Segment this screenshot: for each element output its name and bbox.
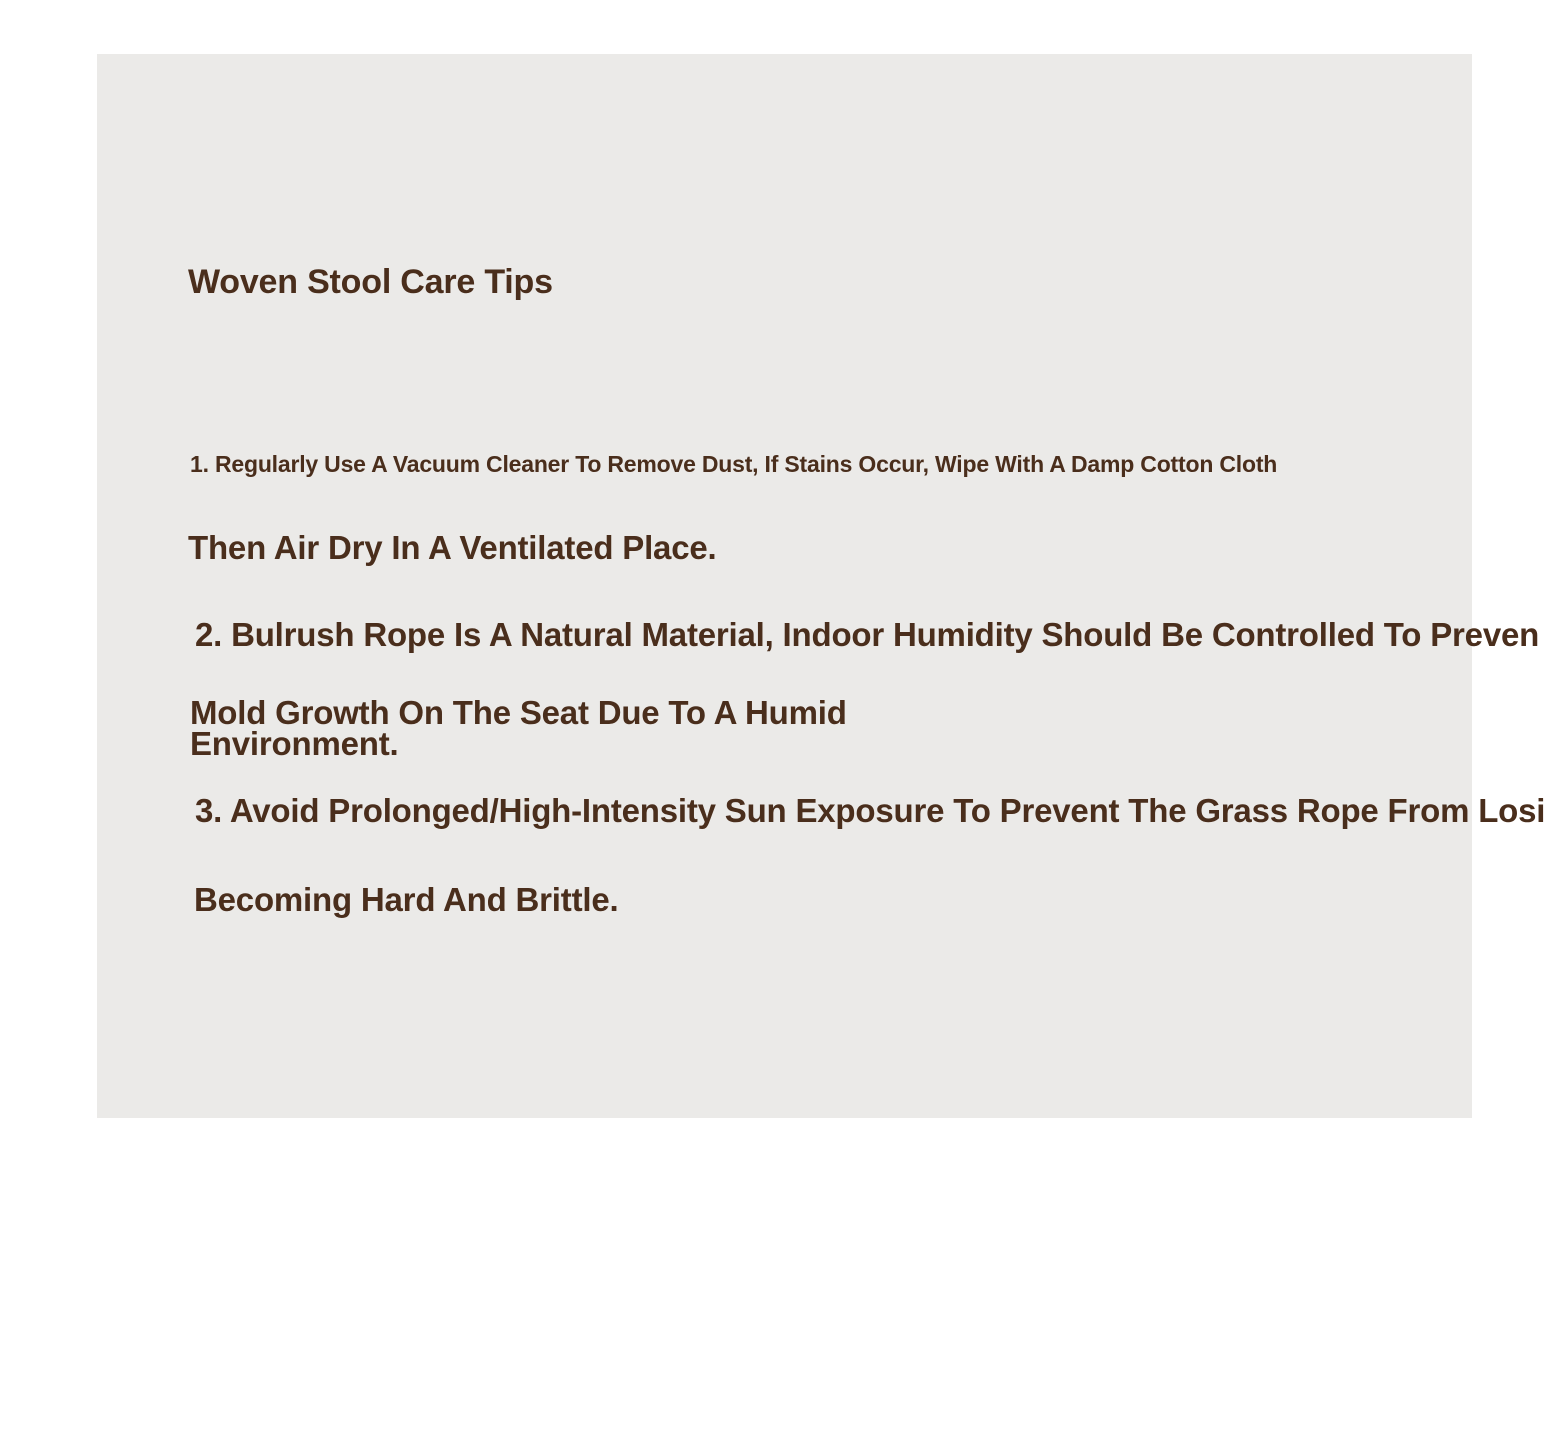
tip-3-line-2: Becoming Hard And Brittle.	[194, 881, 619, 918]
tip-1-line-2: Then Air Dry In A Ventilated Place.	[188, 529, 717, 566]
tip-2-line-2: Mold Growth On The Seat Due To A Humid	[190, 696, 847, 730]
tip-2-line-3: Environment.	[190, 727, 399, 761]
tip-2-line-1: 2. Bulrush Rope Is A Natural Material, Indoor Humidity Should Be Controlled To Preven	[195, 616, 1540, 653]
tip-1-line-1: 1. Regularly Use A Vacuum Cleaner To Remove Dust, If Stains Occur, Wipe With A Damp Cotton Cloth	[190, 451, 1278, 477]
tip-3-line-1: 3. Avoid Prolonged/High-Intensity Sun Exposure To Prevent The Grass Rope From Losi	[195, 792, 1546, 829]
page-title: Woven Stool Care Tips	[188, 263, 553, 301]
care-tips-panel	[97, 54, 1472, 1118]
